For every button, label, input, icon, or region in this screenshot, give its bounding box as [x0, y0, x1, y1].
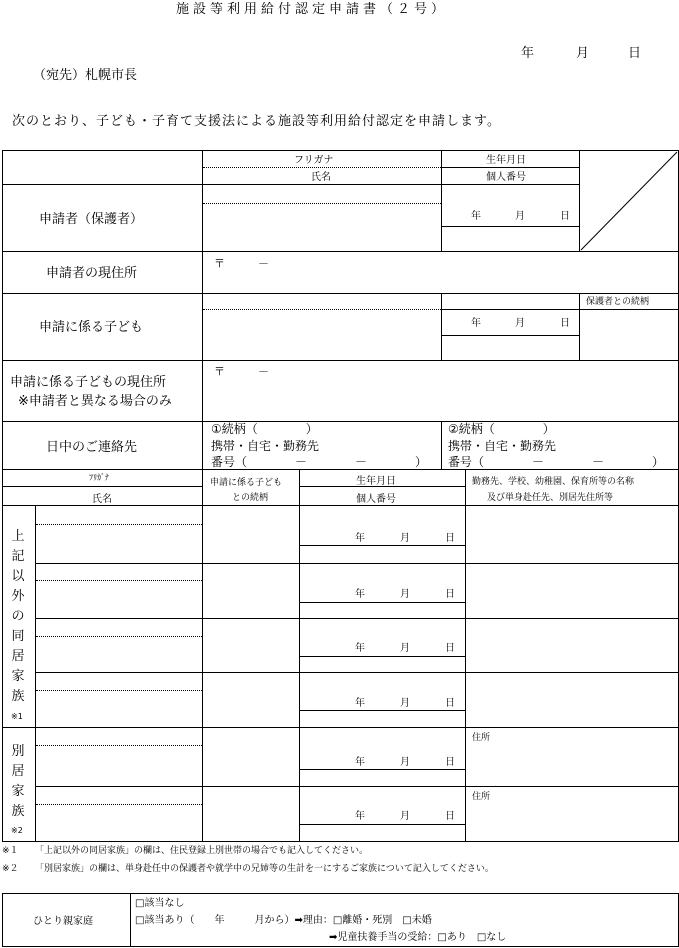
child-label: 申請に係る子ども: [39, 320, 144, 335]
page-title: 施設等利用給付認定申請書（２号）: [176, 2, 449, 17]
child-address-label: 申請に係る子どもの現住所: [10, 375, 167, 390]
child-furigana-field[interactable]: [204, 295, 440, 308]
child-name-field[interactable]: [204, 311, 440, 359]
contact1-relation[interactable]: ①続柄（ ）: [211, 422, 318, 436]
single-parent-yes-option[interactable]: □該当あり（ 年 月から）➡理由：□離婚・死別 □未婚: [135, 915, 432, 926]
child-postal[interactable]: 〒 －: [214, 365, 269, 378]
child-birth-year: 年: [471, 318, 481, 329]
contact1-type[interactable]: 携帯・自宅・勤務先: [211, 439, 320, 453]
applicant-birthdate-label: 生年月日: [486, 155, 526, 166]
address-label: 住所: [472, 792, 491, 802]
family-furigana-header: ﾌﾘｶﾞﾅ: [89, 473, 109, 482]
child-birth-day: 日: [560, 318, 570, 329]
child-birth-month: 月: [515, 318, 525, 329]
contact-label: 日中のご連絡先: [46, 440, 138, 455]
single-parent-none-option[interactable]: □該当なし: [135, 898, 185, 909]
note-1-mark: ※１: [2, 846, 19, 856]
date-day: 日: [628, 46, 642, 61]
diagonal-strike: [580, 151, 678, 251]
family-work-header-1: 勤務先、学校、幼稚園、保育所等の名称: [472, 477, 635, 487]
single-parent-label: ひとり親家庭: [33, 916, 93, 927]
note-2-mark: ※２: [2, 864, 19, 874]
applicant-personal-number-field[interactable]: [443, 228, 578, 250]
child-support-allowance-option[interactable]: ➡児童扶養手当の受給：□あり □なし: [329, 932, 507, 943]
family-personal-number-header: 個人番号: [356, 494, 396, 505]
applicant-furigana-field[interactable]: [204, 186, 440, 202]
address-label: 住所: [472, 733, 491, 743]
applicant-birth-month: 月: [515, 211, 525, 222]
applicant-postal[interactable]: 〒 －: [214, 257, 269, 270]
date-year: 年: [521, 46, 535, 61]
contact2-number[interactable]: 番号（ － － ）: [448, 455, 665, 469]
child-address-note: ※申請者と異なる場合のみ: [18, 394, 172, 409]
family-birthdate-header: 生年月日: [356, 476, 396, 487]
child-relation-label: 保護者との続柄: [586, 297, 650, 307]
note-2: 「別居家族」の欄は、単身赴任中の保護者や就学中の兄姉等の生計を一にするご家族について記入してください。: [35, 864, 494, 874]
family-name-header: 氏名: [92, 494, 112, 505]
applicant-birth-year: 年: [471, 211, 481, 222]
intro-text: 次のとおり、子ども・子育て支援法による施設等利用給付認定を申請します。: [12, 114, 501, 129]
date-month: 月: [576, 46, 590, 61]
applicant-label: 申請者（保護者）: [39, 212, 144, 227]
applicant-furigana-label: フリガナ: [294, 155, 334, 166]
family-relation-header-1: 申請に係る子ども: [210, 478, 283, 488]
note-1: 「上記以外の同居家族」の欄は、住民登録上別世帯の場合でも記入してください。: [35, 846, 369, 856]
family-relation-header-2: との続柄: [232, 493, 269, 503]
applicant-address-label: 申請者の現住所: [46, 266, 138, 281]
family-work-header-2: 及び単身赴任先、別居先住所等: [487, 493, 614, 503]
contact2-relation[interactable]: ②続柄（ ）: [448, 422, 555, 436]
applicant-name-label: 氏名: [311, 172, 331, 183]
addressee: （宛先）札幌市長: [33, 68, 138, 83]
applicant-birth-day: 日: [560, 211, 570, 222]
contact1-number[interactable]: 番号（ － － ）: [211, 455, 428, 469]
applicant-name-field[interactable]: [204, 205, 440, 250]
applicant-personal-number-label: 個人番号: [486, 172, 526, 183]
contact2-type[interactable]: 携帯・自宅・勤務先: [448, 439, 557, 453]
